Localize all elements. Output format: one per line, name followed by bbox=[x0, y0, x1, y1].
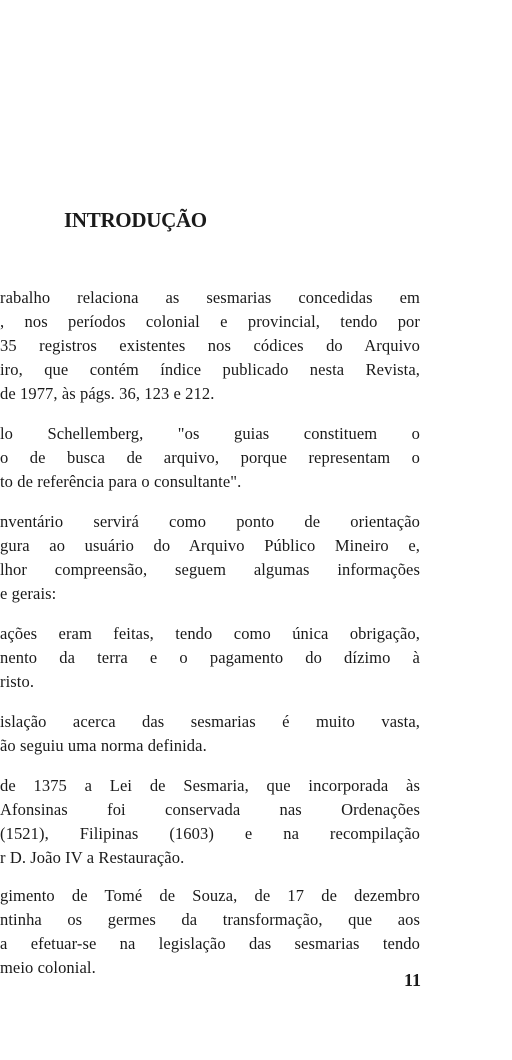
text-line: (1521), Filipinas (1603) e na recompilação bbox=[0, 824, 420, 843]
text-line: ações eram feitas, tendo como única obrigação, bbox=[0, 624, 420, 643]
page-number: 11 bbox=[404, 970, 422, 990]
text-line: gura ao usuário do Arquivo Público Mineiro e, bbox=[0, 536, 420, 555]
text-line: de 1375 a Lei de Sesmaria, que incorporada às bbox=[0, 776, 420, 795]
text-line: islação acerca das sesmarias é muito vasta, bbox=[0, 712, 420, 731]
text-line: lhor compreensão, seguem algumas informações bbox=[0, 560, 420, 579]
text-line: o de busca de arquivo, porque representam o bbox=[0, 448, 420, 467]
text-line: , nos períodos colonial e provincial, tendo por bbox=[0, 312, 420, 331]
text-line: e gerais: bbox=[0, 584, 57, 603]
text-line: ntinha os germes da transformação, que aos bbox=[0, 910, 420, 929]
text-line: gimento de Tomé de Souza, de 17 de dezembro bbox=[0, 886, 420, 905]
text-line: nventário servirá como ponto de orientação bbox=[0, 512, 420, 531]
text-line: de 1977, às págs. 36, 123 e 212. bbox=[0, 384, 215, 403]
page-title: INTRODUÇÃO bbox=[64, 208, 207, 232]
text-line: 35 registros existentes nos códices do Arquivo bbox=[0, 336, 420, 355]
text-line: a efetuar-se na legislação das sesmarias tendo bbox=[0, 934, 420, 953]
text-line: risto. bbox=[0, 672, 35, 691]
text-line: iro, que contém índice publicado nesta Revista, bbox=[0, 360, 420, 379]
text-line: Afonsinas foi conservada nas Ordenações bbox=[0, 800, 420, 819]
text-line: rabalho relaciona as sesmarias concedidas em bbox=[0, 288, 420, 307]
text-line: r D. João IV a Restauração. bbox=[0, 848, 185, 867]
text-line: meio colonial. bbox=[0, 958, 96, 977]
text-line: nento da terra e o pagamento do dízimo à bbox=[0, 648, 420, 667]
text-line: to de referência para o consultante". bbox=[0, 472, 242, 491]
text-line: ão seguiu uma norma definida. bbox=[0, 736, 207, 755]
text-line: lo Schellemberg, "os guias constituem o bbox=[0, 424, 420, 443]
